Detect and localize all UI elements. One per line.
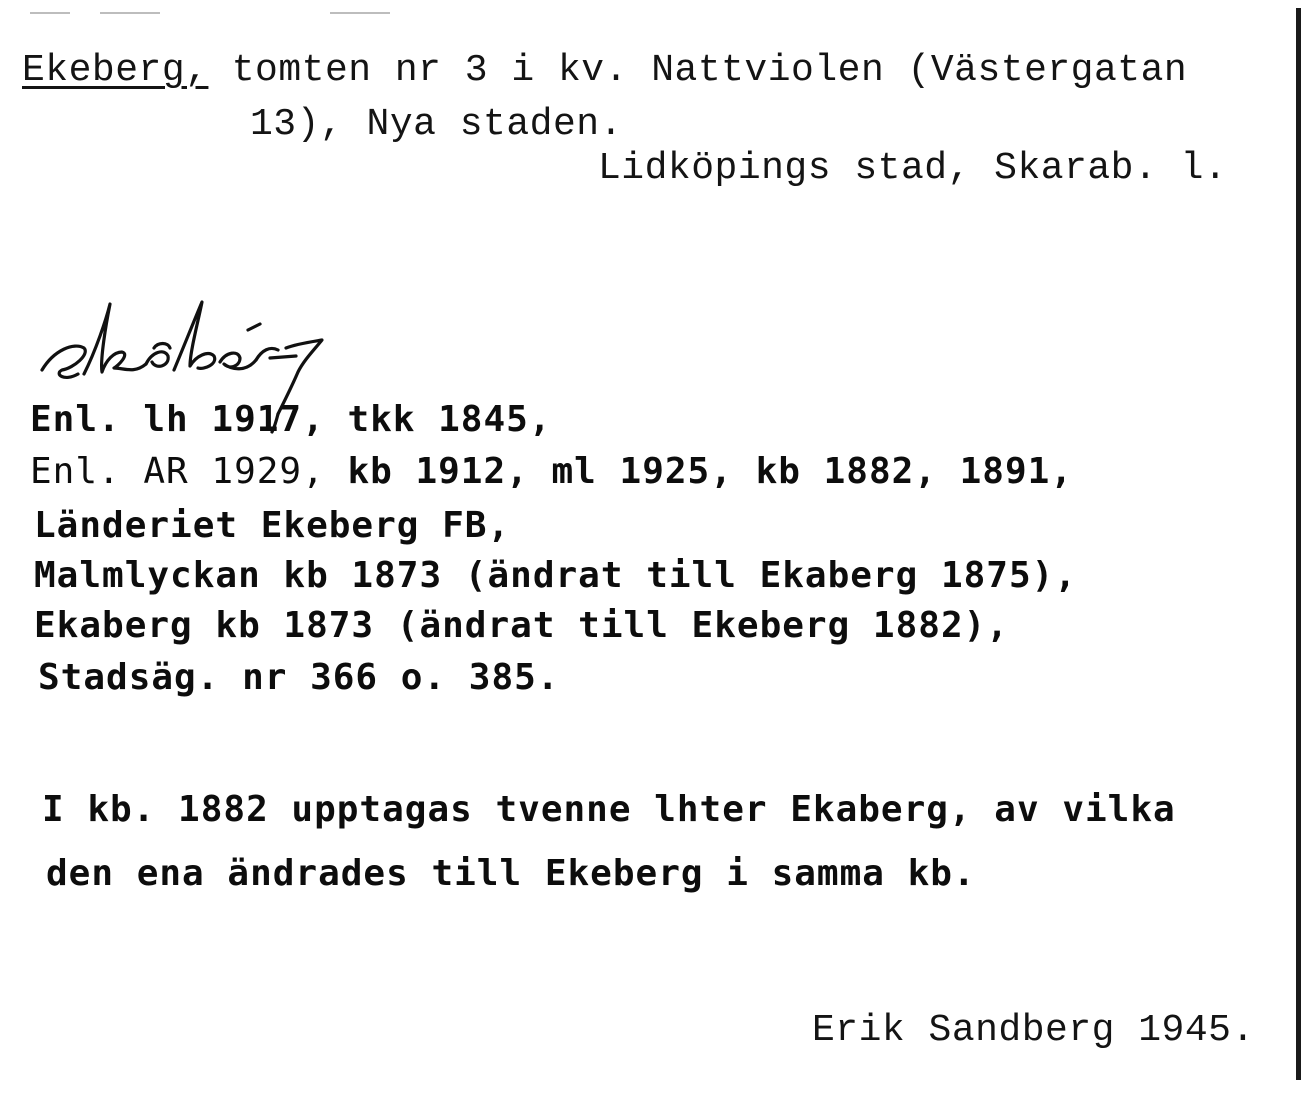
source-line-3: Länderiet Ekeberg FB, xyxy=(34,505,511,546)
source-line-2-b: kb 1912, ml 1925, kb 1882, 1891, xyxy=(324,451,1074,492)
source-line-2 xyxy=(30,451,1074,492)
source-line-2-a: Enl. AR 1929, xyxy=(30,451,325,492)
header-line-3: Lidköpings stad, Skarab. l. xyxy=(598,147,1228,190)
card-edge-mark xyxy=(30,12,70,14)
source-line-1 xyxy=(30,399,552,440)
source-line-6: Stadsäg. nr 366 o. 385. xyxy=(38,657,560,698)
header-line-1 xyxy=(22,49,1188,92)
note-line-1: I kb. 1882 upptagas tvenne lhter Ekaberg, av vilka xyxy=(42,789,1176,830)
header-line-2: 13), Nya staden. xyxy=(250,103,623,146)
author-signature: Erik Sandberg 1945. xyxy=(812,1009,1255,1052)
headword: Ekeberg, xyxy=(22,49,209,92)
header-line-1-rest: tomten nr 3 i kv. Nattviolen (Västergatan xyxy=(208,49,1188,92)
card-edge-mark xyxy=(100,12,160,14)
source-line-4: Malmlyckan kb 1873 (ändrat till Ekaberg 1875), xyxy=(34,555,1077,596)
source-line-1-a: Enl. lh 1917, xyxy=(30,399,325,440)
note-line-2: den ena ändrades till Ekeberg i samma kb. xyxy=(46,853,976,894)
source-line-1-b: tkk 1845, xyxy=(324,399,552,440)
card-edge-mark xyxy=(330,12,390,14)
card-right-edge xyxy=(1296,8,1301,1080)
source-line-5: Ekaberg kb 1873 (ändrat till Ekeberg 1882), xyxy=(34,605,1009,646)
